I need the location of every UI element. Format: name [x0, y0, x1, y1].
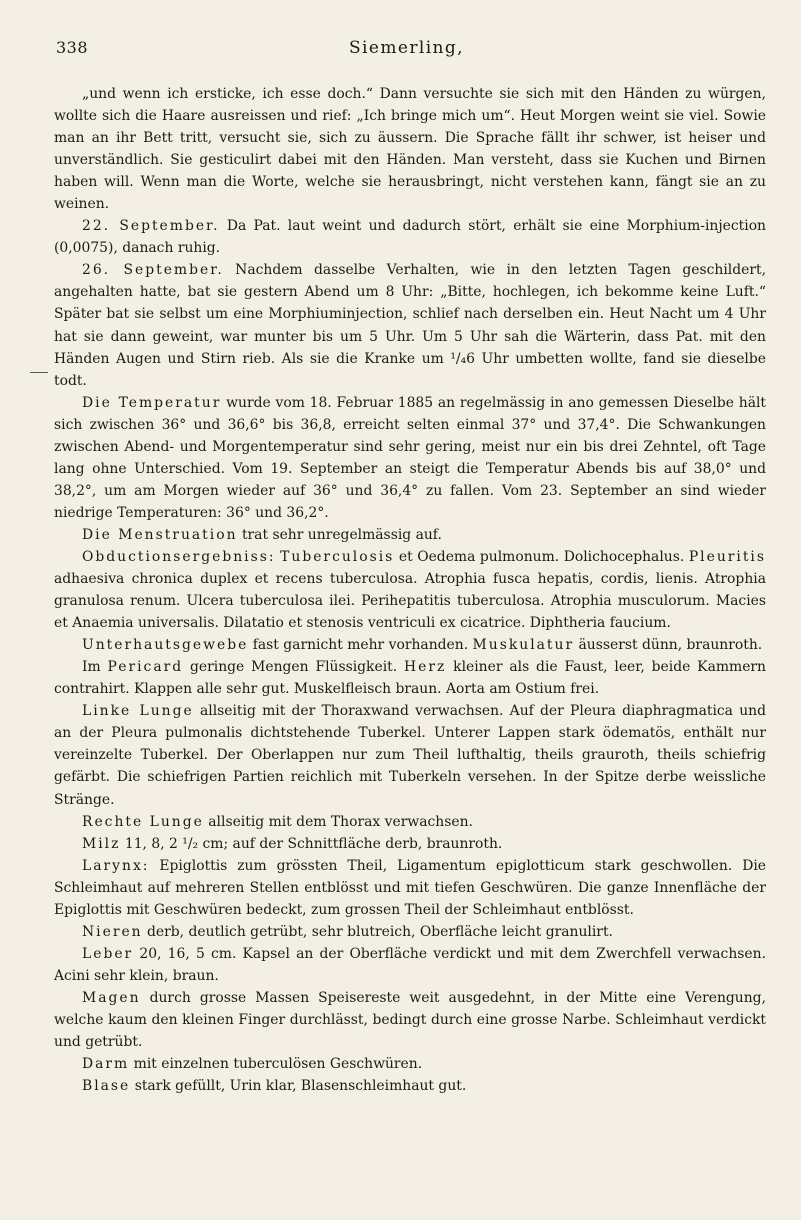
body-text [54, 83, 766, 1097]
paragraph-magen [54, 987, 766, 1053]
paragraph-text: allseitig mit der Thoraxwand verwachsen. Auf der Pleura diaphragmatica und an der Pleura pulmonalis dichtstehende Tuberkel. Unterer Lappen stark ödematös, enthält nur vereinzelte Tuberkel. Der Oberlappen nur zum Theil lufthaltig, theils grauroth, theils schiefrig gefärbt. Die schiefrigen Partien reichlich mit Tuberkeln versehen. In der Spitze derbe weissliche Stränge. [54, 703, 766, 808]
paragraph-text: „und wenn ich ersticke, ich esse doch.“ Dann versuchte sie sich mit den Händen zu würgen, wollte sich die Haare ausreissen und rief: „Ich bringe mich um“. Heut Morgen weint sie viel. Sowie man an ihr Bett tritt, versucht sie, sich zu äussern. Die Sprache fällt ihr schwer, ist heiser und unverständlich. Sie gesticulirt dabei mit den Händen. Man versteht, dass sie Kuchen und Birnen haben will. Wenn man die Worte, welche sie herausbringt, nicht verstehen kann, fängt sie an zu weinen. [54, 86, 766, 213]
paragraph-text: et Oedema pulmonum. Dolichocephalus. [394, 548, 689, 565]
paragraph-nieren [54, 921, 766, 943]
page-header [54, 38, 759, 62]
paragraph-unterhaut [54, 634, 766, 656]
paragraph-pericard [54, 656, 766, 700]
term-heading: Die Menstruation [82, 526, 238, 543]
paragraph-text: wurde vom 18. Februar 1885 an regelmässig in ano gemessen Dieselbe hält sich zwischen 36° und 36,6° bis 36,8, erreicht selten einmal 37° und 37,4°. Die Schwankungen zwischen Abend- und Morgentemperatur sind sehr gering, meist nur ein bis drei Zehntel, oft Tage lang ohne Unterschied. Vom 19. September an steigt die Temperatur Abends bis auf 38,0° und 38,2°, um am Morgen wieder auf 36° und 36,4° zu fallen. Vom 23. September an sind wieder niedrige Temperaturen: 36° und 36,2°. [54, 394, 767, 521]
paragraph-text: geringe Mengen Flüssigkeit. [183, 659, 404, 676]
term-heading: Pleuritis [688, 548, 767, 565]
paragraph-text: derb, deutlich getrübt, sehr blutreich, Oberfläche leicht granulirt. [142, 923, 613, 940]
paragraph-text: adhaesiva chronica duplex et recens tuberculosa. Atrophia fusca hepatis, cordis, lienis. Atrophia granulosa renum. Ulcera tuberculosa ilei. Perihepatitis tuberculosa. Atrophia musculorum. Macies et Anaemia universalis. Dilatatio et stenosis ventriculi ex cicatrice. Diphtheria faucium. [54, 571, 766, 632]
term-heading: Magen [82, 989, 141, 1006]
date-heading: 26. September. [82, 262, 224, 279]
paragraph-obduction [54, 546, 766, 634]
paragraph-quote [54, 83, 766, 215]
paragraph-text: trat sehr unregelmässig auf. [237, 526, 442, 543]
paragraph-text: kleiner als die Faust, leer, beide Kammern contrahirt. Klappen alle sehr gut. Muskelfleisch braun. Aorta am Ostium frei. [54, 659, 766, 698]
paragraph-darm [54, 1053, 766, 1075]
paragraph-text: stark gefüllt, Urin klar, Blasenschleimhaut gut. [130, 1078, 467, 1095]
paragraph-text: Epiglottis zum grössten Theil, Ligamentum epiglotticum stark geschwollen. Die Schleimhaut auf mehreren Stellen entblösst und mit tiefen Geschwüren. Die ganze Innenfläche der Epiglottis mit Geschwüren bedeckt, zum grossen Theil der Schleimhaut entblösst. [54, 857, 766, 918]
paragraph-text: Im [82, 659, 108, 676]
paragraph-leber [54, 943, 766, 987]
paragraph-text: mit einzelnen tuberculösen Geschwüren. [129, 1056, 423, 1073]
term-heading: Nieren [82, 923, 143, 940]
term-heading: Rechte Lunge [82, 813, 204, 830]
term-heading: Blase [82, 1078, 131, 1095]
term-heading: Tuberculosis [280, 548, 395, 565]
paragraph-larynx [54, 855, 766, 921]
term-heading: Larynx: [82, 857, 150, 874]
paragraph-temperatur [54, 392, 766, 524]
term-heading: Linke Lunge [82, 703, 194, 720]
paragraph-sept-22 [54, 215, 766, 259]
paragraph-rechte-lunge [54, 811, 766, 833]
term-heading: Milz [82, 835, 121, 852]
paragraph-text: durch grosse Massen Speisereste weit ausgedehnt, in der Mitte eine Verengung, welche kaum den kleinen Finger durchlässt, bedingt durch eine grosse Narbe. Schleimhaut verdickt und getrübt. [54, 989, 766, 1051]
paragraph-text: Nachdem dasselbe Verhalten, wie in den letzten Tagen geschildert, angehalten hatte, bat sie gestern Abend um 8 Uhr: „Bitte, hochlegen, ich bekomme keine Luft.“ Später bat sie selbst um eine Morphiuminjection, schlief nach derselben ein. Heut Nacht um 4 Uhr hat sie dann geweint, war munter bis um 5 Uhr. Um 5 Uhr sah die Wärterin, dass Pat. mit den Händen Augen und Stirn rieb. Als sie die Kranke um ¹/₄6 Uhr umbetten wollte, fand sie dieselbe todt. [54, 262, 767, 389]
paragraph-text: 20, 16, 5 cm. Kapsel an der Oberfläche verdickt und mit dem Zwerchfell verwachsen. Acini sehr klein, braun. [54, 945, 766, 984]
paragraph-text: Da Pat. laut weint und dadurch stört, erhält sie eine Morphium-injection (0,0075), danach ruhig. [54, 218, 767, 257]
paragraph-text: fast garnicht mehr vorhanden. [248, 637, 473, 654]
term-heading: Muskulatur [472, 637, 575, 654]
term-heading: Pericard [107, 659, 184, 676]
term-heading: Herz [404, 659, 447, 676]
paragraph-sept-26 [54, 259, 766, 391]
term-heading: Leber [82, 945, 134, 962]
date-heading: 22. September. [82, 218, 220, 235]
paragraph-linke-lunge [54, 700, 766, 810]
margin-mark [30, 372, 48, 373]
paragraph-text: 11, 8, 2 ¹/₂ cm; auf der Schnittfläche derb, braunroth. [120, 835, 503, 852]
paragraph-milz [54, 833, 766, 855]
paragraph-text: allseitig mit dem Thorax verwachsen. [203, 813, 473, 830]
paragraph-menstruation [54, 524, 766, 546]
term-heading: Darm [82, 1056, 130, 1073]
term-heading: Die Temperatur [82, 394, 222, 411]
term-heading: Unterhautsgewebe [82, 637, 249, 654]
page-number: 338 [56, 38, 89, 57]
paragraph-text: äusserst dünn, braunroth. [574, 637, 763, 654]
term-heading: Obductionsergebniss: [82, 548, 276, 565]
paragraph-blase [54, 1075, 766, 1097]
running-head: Siemerling, [349, 38, 464, 58]
